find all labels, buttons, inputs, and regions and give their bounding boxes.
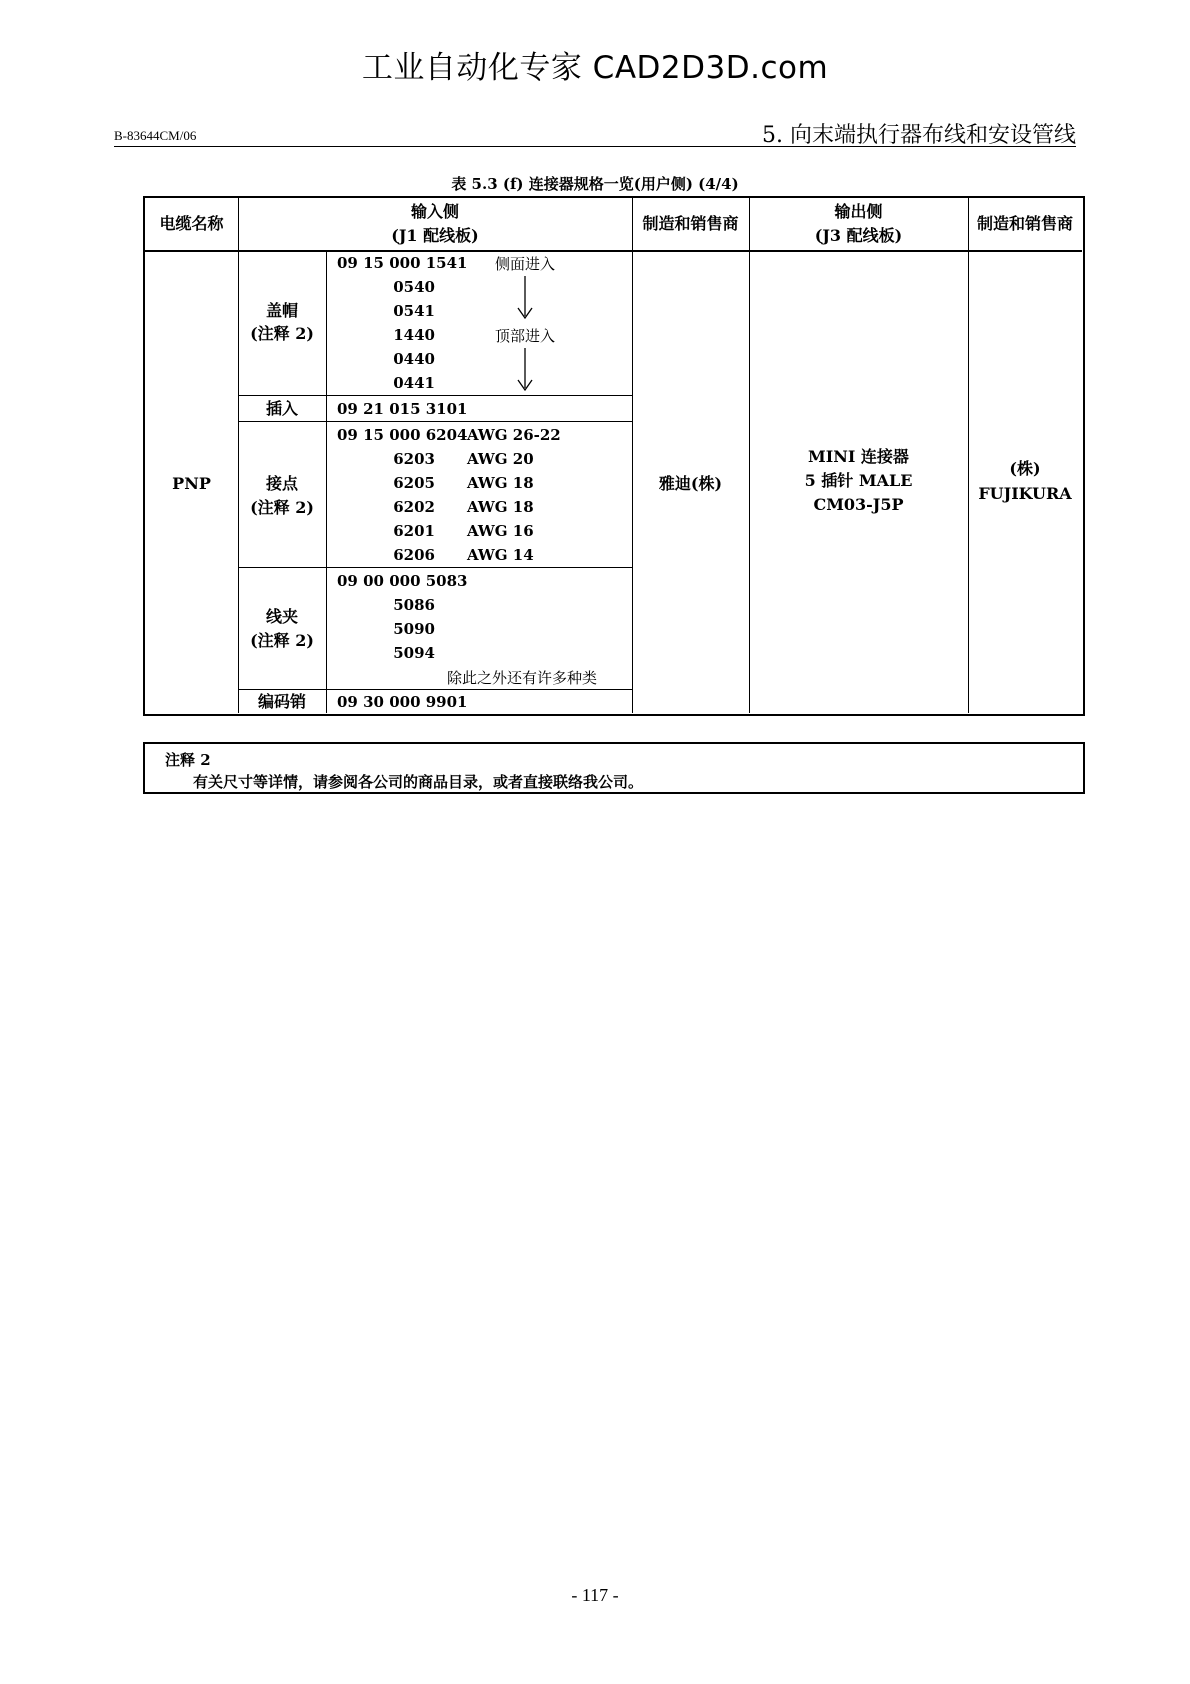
table-caption: 表 5.3 (f) 连接器规格一览(用户侧) (4/4)	[451, 175, 739, 193]
header-input-side: 输入侧	[410, 202, 459, 221]
header-maker-out: 制造和销售商	[976, 214, 1073, 233]
part-number: 6202	[393, 498, 435, 516]
part-number: 09 00 000 5083	[337, 572, 468, 590]
header-rule	[114, 146, 1076, 147]
header-output-side: 输出侧	[834, 202, 883, 221]
section-title: 5. 向末端执行器布线和安设管线	[762, 123, 1076, 148]
maker-out-name: FUJIKURA	[978, 484, 1072, 503]
part-number: 0440	[393, 350, 435, 368]
header-output-board: (J3 配线板)	[814, 226, 903, 245]
contact-note: (注释 2)	[250, 498, 314, 517]
side-entry-label: 侧面进入	[495, 255, 556, 273]
part-number: 0441	[393, 374, 435, 392]
part-number: 09 15 000 1541	[337, 254, 468, 272]
header-maker-in: 制造和销售商	[642, 214, 739, 233]
header-divider	[145, 250, 1082, 252]
output-pins: 5 插针 MALE	[804, 471, 913, 490]
part-number: 09 21 015 3101	[337, 400, 468, 418]
awg-size: AWG 18	[467, 498, 534, 516]
connector-spec-table	[143, 196, 1085, 716]
insert-label: 插入	[265, 399, 298, 418]
output-connector: MINI 连接器	[808, 447, 909, 466]
coding-pin-label: 编码销	[257, 692, 306, 711]
part-number: 09 15 000 6204	[337, 426, 468, 444]
note-title: 注释 2	[165, 751, 211, 769]
awg-size: AWG 16	[467, 522, 534, 540]
cap-label: 盖帽	[265, 301, 298, 320]
part-number: 6203	[393, 450, 435, 468]
page-number: - 117 -	[571, 1585, 619, 1605]
note-box	[143, 742, 1085, 794]
cap-note: (注释 2)	[250, 324, 314, 343]
part-number: 5094	[393, 644, 435, 662]
header-input-board: (J1 配线板)	[391, 226, 479, 245]
clamp-note: (注释 2)	[250, 631, 314, 650]
awg-size: AWG 20	[467, 450, 534, 468]
part-number: 5090	[393, 620, 435, 638]
row-divider	[238, 421, 632, 422]
awg-size: AWG 26-22	[467, 426, 561, 444]
watermark-text: 工业自动化专家 CAD2D3D.com	[361, 50, 829, 86]
part-number: 09 30 000 9901	[337, 693, 468, 711]
part-number: 6206	[393, 546, 435, 564]
clamp-extra-note: 除此之外还有许多种类	[447, 669, 598, 687]
col-divider	[632, 198, 633, 713]
down-arrow-icon	[515, 346, 535, 396]
part-number: 0541	[393, 302, 435, 320]
part-number: 0540	[393, 278, 435, 296]
col-divider	[326, 251, 327, 713]
awg-size: AWG 18	[467, 474, 534, 492]
down-arrow-icon	[515, 274, 535, 324]
output-model: CM03-J5P	[813, 495, 904, 514]
col-divider	[968, 198, 969, 713]
maker-out-type: (株)	[1009, 459, 1041, 478]
header-cable-name: 电缆名称	[159, 214, 224, 233]
top-entry-label: 顶部进入	[495, 327, 556, 345]
document-code: B-83644CM/06	[114, 128, 197, 143]
part-number: 5086	[393, 596, 435, 614]
contact-label: 接点	[265, 474, 298, 493]
part-number: 6201	[393, 522, 435, 540]
awg-size: AWG 14	[467, 546, 534, 564]
note-text: 有关尺寸等详情，请参阅各公司的商品目录，或者直接联络我公司。	[193, 773, 644, 791]
clamp-label: 线夹	[265, 607, 298, 626]
row-divider	[238, 567, 632, 568]
cable-name: PNP	[172, 474, 211, 493]
part-number: 6205	[393, 474, 435, 492]
maker-in: 雅迪(株)	[658, 474, 723, 493]
row-divider	[238, 395, 632, 396]
part-number: 1440	[393, 326, 435, 344]
